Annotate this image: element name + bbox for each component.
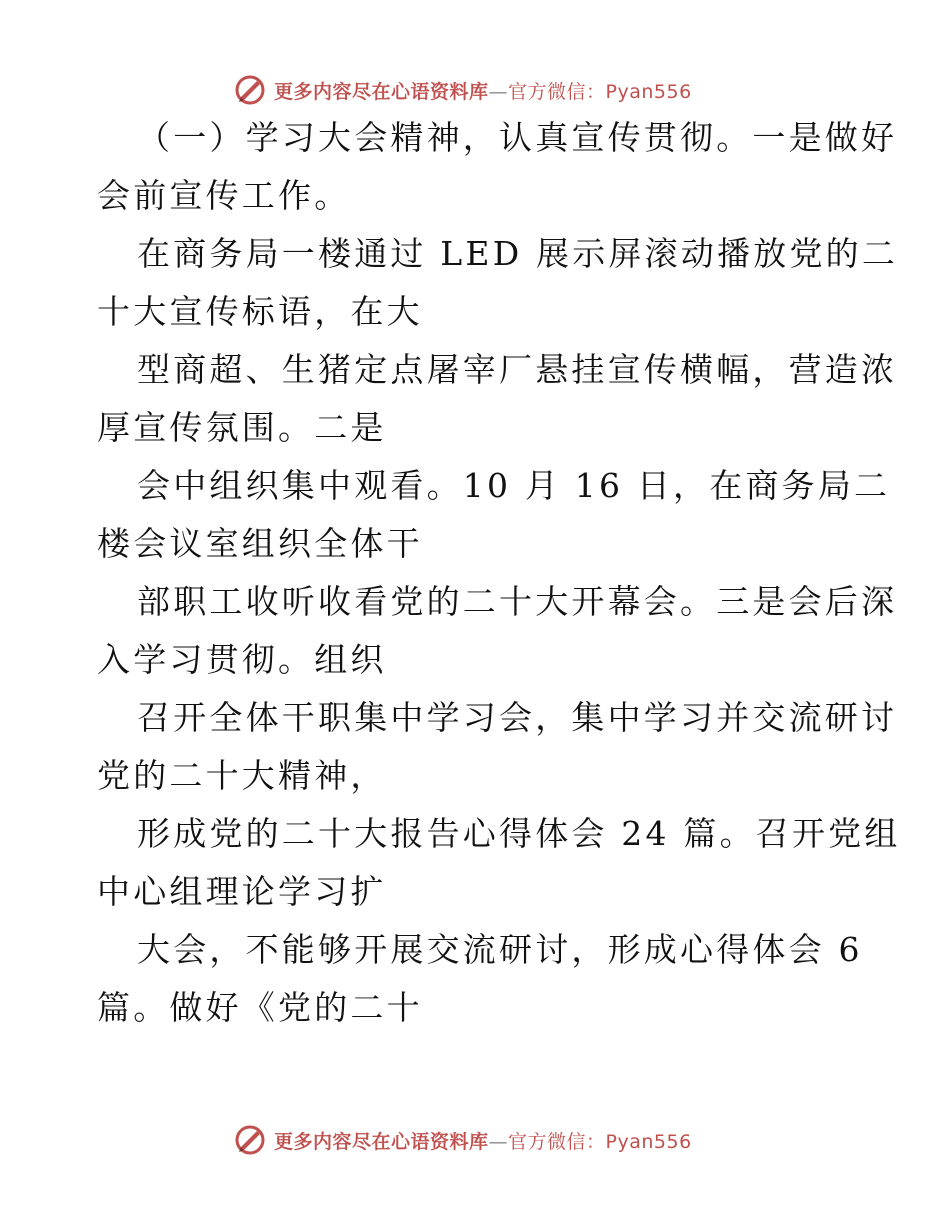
body-line: 召开全体干职集中学习会，集中学习并交流研讨 bbox=[137, 698, 898, 737]
footer-banner bbox=[232, 1120, 712, 1160]
body-line: 厚宣传氛围。二是 bbox=[97, 408, 387, 447]
body-line: 楼会议室组织全体干 bbox=[97, 524, 423, 563]
document-body bbox=[97, 118, 901, 1049]
body-line: 部职工收听收看党的二十大开幕会。三是会后深 bbox=[137, 582, 898, 621]
header-banner bbox=[232, 70, 712, 110]
body-line: 会前宣传工作。 bbox=[97, 176, 351, 215]
body-line: 形成党的二十大报告心得体会 24 篇。召开党组 bbox=[137, 814, 901, 853]
banner-wechat-text: 官方微信：Pyan556 bbox=[508, 80, 692, 103]
body-line: 大会，不能够开展交流研讨，形成心得体会 6 bbox=[137, 930, 863, 969]
banner-text bbox=[274, 77, 692, 104]
body-line: 党的二十大精神， bbox=[97, 756, 387, 795]
body-line: 十大宣传标语，在大 bbox=[97, 292, 423, 331]
body-line: 中心组理论学习扩 bbox=[97, 872, 387, 911]
banner-text bbox=[274, 1127, 692, 1154]
body-line: 篇。做好《党的二十 bbox=[97, 988, 423, 1027]
banner-main-text: 更多内容尽在心语资料库 bbox=[274, 1130, 489, 1153]
pen-logo-icon bbox=[232, 72, 268, 108]
banner-wechat-text: 官方微信：Pyan556 bbox=[508, 1130, 692, 1153]
body-line: 型商超、生猪定点屠宰厂悬挂宣传横幅，营造浓 bbox=[137, 350, 898, 389]
body-line: 会中组织集中观看。10 月 16 日，在商务局二 bbox=[137, 466, 891, 505]
banner-separator: — bbox=[488, 1130, 509, 1153]
body-line: 在商务局一楼通过 LED 展示屏滚动播放党的二 bbox=[137, 234, 899, 273]
banner-separator: — bbox=[488, 80, 509, 103]
pen-logo-icon bbox=[232, 1122, 268, 1158]
body-line: （一）学习大会精神，认真宣传贯彻。一是做好 bbox=[137, 118, 898, 157]
banner-main-text: 更多内容尽在心语资料库 bbox=[274, 80, 489, 103]
body-line: 入学习贯彻。组织 bbox=[97, 640, 387, 679]
